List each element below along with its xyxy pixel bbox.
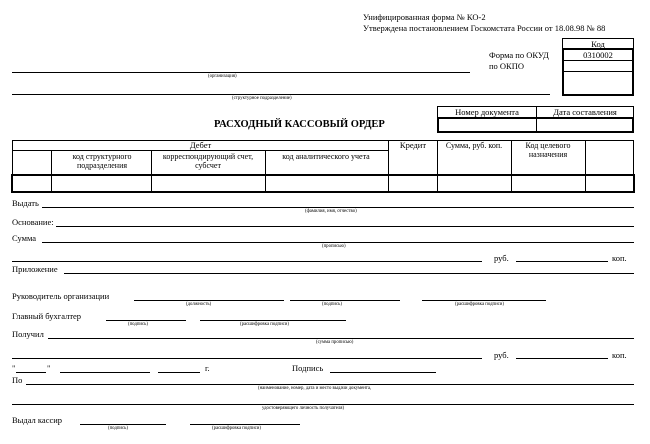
issue-label: Выдать (12, 198, 39, 208)
sum-words-line[interactable] (12, 261, 482, 262)
basis-line[interactable] (56, 226, 634, 227)
date-day-line[interactable] (16, 372, 46, 373)
attachment-label: Приложение (12, 264, 58, 274)
page-title: РАСХОДНЫЙ КАССОВЫЙ ОРДЕР (214, 119, 385, 130)
col-struct-header: код структурного подразделения (72, 152, 132, 170)
debit-header: Дебет (189, 140, 212, 150)
kop-label-2: коп. (612, 350, 627, 360)
basis-label: Основание: (12, 217, 54, 227)
received-words-line[interactable] (12, 358, 482, 359)
accountant-decode-line[interactable] (200, 320, 346, 321)
by-label: По (12, 375, 23, 385)
doc-meta-values[interactable] (437, 117, 634, 133)
doc-number-label: Номер документа (455, 107, 519, 117)
cashier-decode-line[interactable] (190, 424, 300, 425)
okpo-label: по ОКПО (489, 61, 525, 71)
sum-header: Сумма, руб. коп. (445, 141, 503, 150)
cashier-signature-caption: (подпись) (108, 426, 128, 431)
code-box-divider-2 (563, 71, 633, 72)
identity-line[interactable] (12, 404, 634, 405)
position-caption: (должность) (186, 302, 212, 307)
cashier-signature-line[interactable] (80, 424, 166, 425)
sum-line[interactable] (42, 242, 634, 243)
organization-line[interactable] (12, 72, 470, 73)
sum-in-words-caption: (сумма прописью) (316, 340, 354, 345)
head-label: Руководитель организации (12, 291, 110, 301)
head-decode-caption: (расшифровка подписи) (455, 302, 504, 307)
head-signature-caption: (подпись) (322, 302, 342, 307)
subdivision-caption: (структурное подразделение) (232, 96, 292, 101)
subdivision-line[interactable] (12, 94, 550, 95)
issue-line[interactable] (42, 207, 634, 208)
rub-label-1: руб. (494, 253, 509, 263)
rub-label-2: руб. (494, 350, 509, 360)
accountant-signature-caption: (подпись) (128, 322, 148, 327)
head-position-line[interactable] (134, 300, 284, 301)
col-analytic-header: код аналитического учета (282, 152, 370, 161)
date-quote-open: " (12, 363, 16, 373)
received-line[interactable] (48, 338, 634, 339)
purpose-header: Код целевого назначения (525, 141, 571, 159)
accountant-label: Главный бухгалтер (12, 311, 82, 321)
approval-label: Утверждена постановлением Госкомстата России от 18.08.98 № 88 (363, 23, 606, 33)
organization-caption: (организация) (208, 74, 237, 79)
fio-caption: (фамилия, имя, отчество) (305, 209, 357, 214)
head-decode-line[interactable] (422, 300, 546, 301)
received-label: Получил (12, 329, 44, 339)
year-label: г. (205, 363, 210, 373)
in-words-caption: (прописью) (322, 244, 346, 249)
accountant-signature-line[interactable] (106, 320, 186, 321)
cashier-label: Выдал кассир (12, 415, 63, 425)
date-year-line[interactable] (158, 372, 200, 373)
cashier-decode-caption: (расшифровка подписи) (212, 426, 261, 431)
kop-line-1[interactable] (516, 261, 608, 262)
kop-label-1: коп. (612, 253, 627, 263)
date-quote-close: " (47, 363, 51, 373)
attachment-line[interactable] (64, 273, 634, 274)
receiver-signature-line[interactable] (330, 372, 436, 373)
signature-label: Подпись (292, 363, 324, 373)
document-caption: (наименование, номер, дата и место выдачи документа, (258, 386, 372, 391)
identity-caption: удостоверяющего личность получателя) (262, 406, 345, 411)
by-line[interactable] (26, 384, 634, 385)
okud-code: 0310002 (583, 50, 613, 60)
head-signature-line[interactable] (290, 300, 400, 301)
code-box-divider-1 (563, 60, 633, 61)
date-month-line[interactable] (60, 372, 150, 373)
table-data-row[interactable] (11, 174, 635, 193)
unified-form-label: Унифицированная форма № КО-2 (363, 12, 486, 22)
doc-date-label: Дата составления (553, 107, 617, 117)
code-label: Код (591, 39, 605, 49)
sum-label: Сумма (12, 233, 37, 243)
debit-underline (12, 150, 389, 151)
col-corr-header: корреспондирующий счет, субсчет (162, 152, 254, 170)
credit-header: Кредит (399, 140, 427, 150)
okud-label: Форма по ОКУД (489, 50, 549, 60)
kop-line-2[interactable] (516, 358, 608, 359)
accountant-decode-caption: (расшифровка подписи) (240, 322, 289, 327)
